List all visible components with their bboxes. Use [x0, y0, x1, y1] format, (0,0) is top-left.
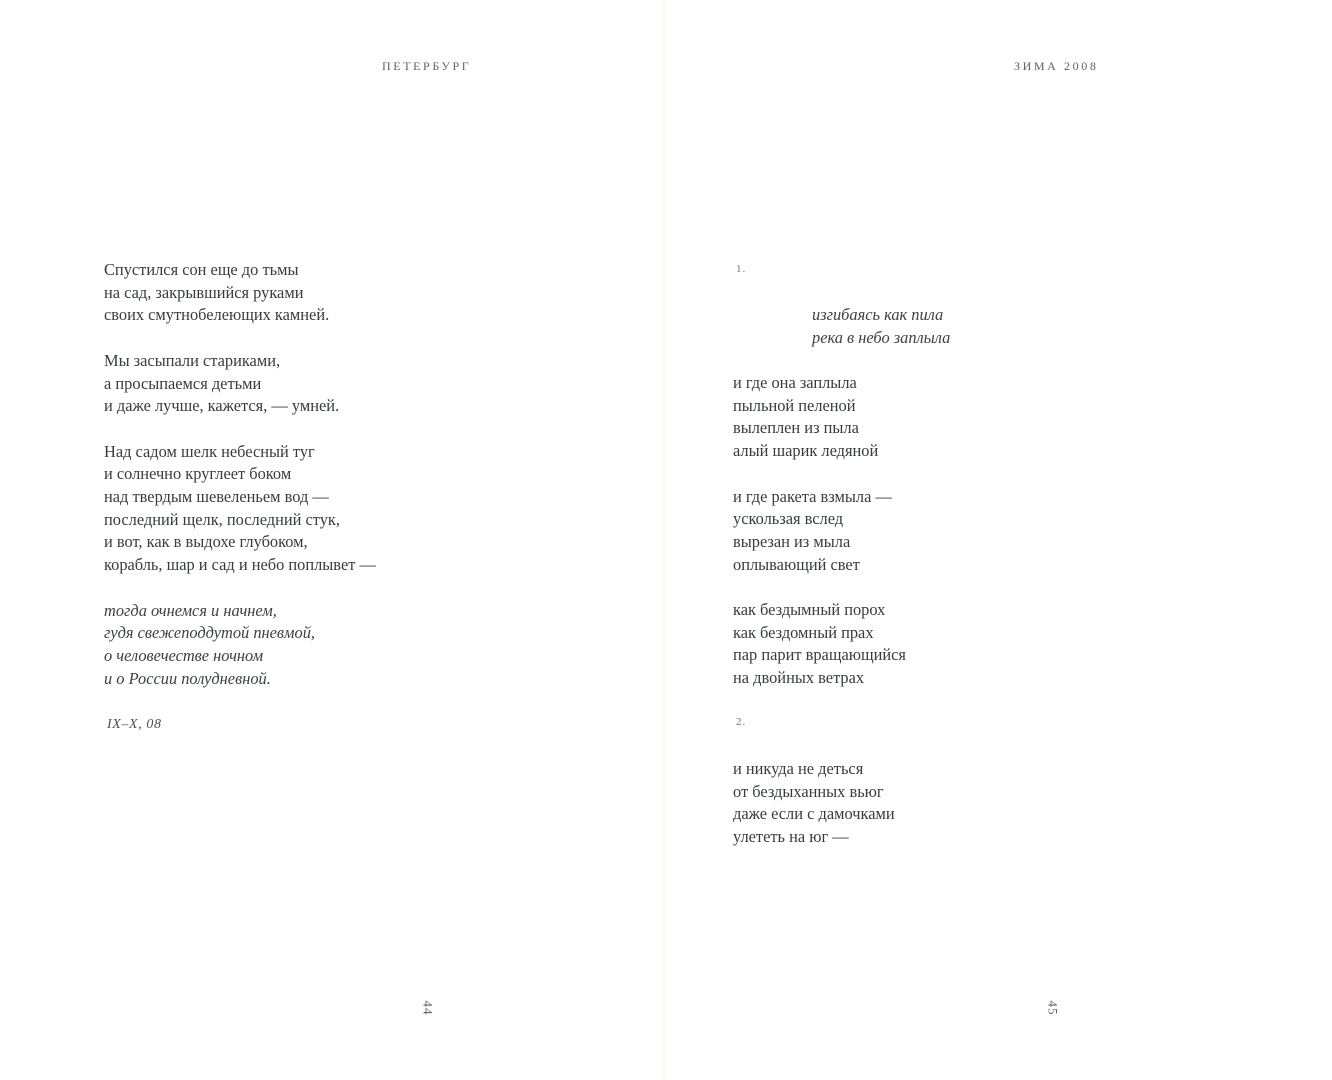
- running-head-right: ЗИМА 2008: [1014, 59, 1099, 73]
- section-number-1: 1.: [736, 263, 747, 275]
- right-page: [666, 0, 1332, 1080]
- poem-line: Спустился сон еще до тьмы: [104, 260, 299, 279]
- poem-line: гудя свежеподдутой пневмой,: [104, 623, 315, 643]
- stanza-1: [104, 259, 376, 327]
- left-page: [0, 0, 664, 1080]
- poem-line: алый шарик ледяной: [733, 441, 879, 461]
- page-number-left: 44: [420, 1000, 436, 1016]
- poem-line: вырезан из мыла: [733, 531, 851, 551]
- poem-line: а просыпаемся детьми: [104, 373, 262, 393]
- stanza-1: [733, 758, 895, 849]
- poem-line: как бездымный порох: [733, 600, 886, 619]
- stanza-2: [733, 486, 906, 577]
- poem-line: ускользая вслед: [733, 509, 844, 529]
- poem-line: о человечестве ночном: [104, 645, 264, 665]
- poem-line: вылеплен из пыла: [733, 418, 859, 438]
- poem-line: оплывающий свет: [733, 554, 860, 574]
- poem-line: на сад, закрывшийся руками: [104, 282, 304, 302]
- stanza-3: [104, 441, 376, 577]
- running-head-left: ПЕТЕРБУРГ: [382, 59, 472, 73]
- poem-right-section-1: [733, 372, 906, 713]
- poem-line: и где она заплыла: [733, 373, 857, 392]
- poem-line: пыльной пеленой: [733, 395, 856, 415]
- poem-line: и никуда не деться: [733, 759, 864, 778]
- epigraph: [812, 304, 950, 349]
- stanza-3: [733, 599, 906, 690]
- epigraph-line: река в небо заплыла: [812, 327, 951, 347]
- poem-line: своих смутнобелеющих камней.: [104, 305, 330, 325]
- stanza-2: [104, 350, 376, 418]
- poem-line: от бездыханных вьюг: [733, 781, 884, 801]
- poem-line: на двойных ветрах: [733, 668, 865, 688]
- poem-line: даже если с дамочками: [733, 804, 895, 824]
- epigraph-line: изгибаясь как пила: [812, 305, 944, 324]
- poem-line: и даже лучше, кажется, — умней.: [104, 396, 340, 416]
- poem-line: Мы засыпали стариками,: [104, 350, 281, 370]
- poem-line: тогда очнемся и начнем,: [104, 600, 277, 620]
- poem-line: пар парит вращающийся: [733, 645, 906, 665]
- page-number-right: 45: [1045, 1000, 1061, 1016]
- stanza-4-italic: [104, 600, 376, 691]
- poem-line: и вот, как в выдохе глубоком,: [104, 532, 308, 552]
- poem-line: улететь на юг —: [733, 827, 849, 847]
- poem-line: последний щелк, последний стук,: [104, 509, 340, 529]
- poem-date: IX–X, 08: [107, 717, 162, 732]
- stanza-1: [733, 372, 906, 463]
- poem-line: и где ракета взмыла —: [733, 486, 892, 506]
- poem-line: над твердым шевеленьем вод —: [104, 487, 329, 506]
- section-number-2: 2.: [736, 716, 747, 728]
- poem-line: Над садом шелк небесный туг: [104, 441, 315, 461]
- poem-line: и о России полудневной.: [104, 668, 271, 688]
- poem-line: как бездомный прах: [733, 622, 874, 642]
- poem-right-section-2: [733, 758, 895, 872]
- poem-line: корабль, шар и сад и небо поплывет —: [104, 555, 376, 575]
- poem-line: и солнечно круглеет боком: [104, 464, 292, 484]
- poem-left: [104, 259, 376, 713]
